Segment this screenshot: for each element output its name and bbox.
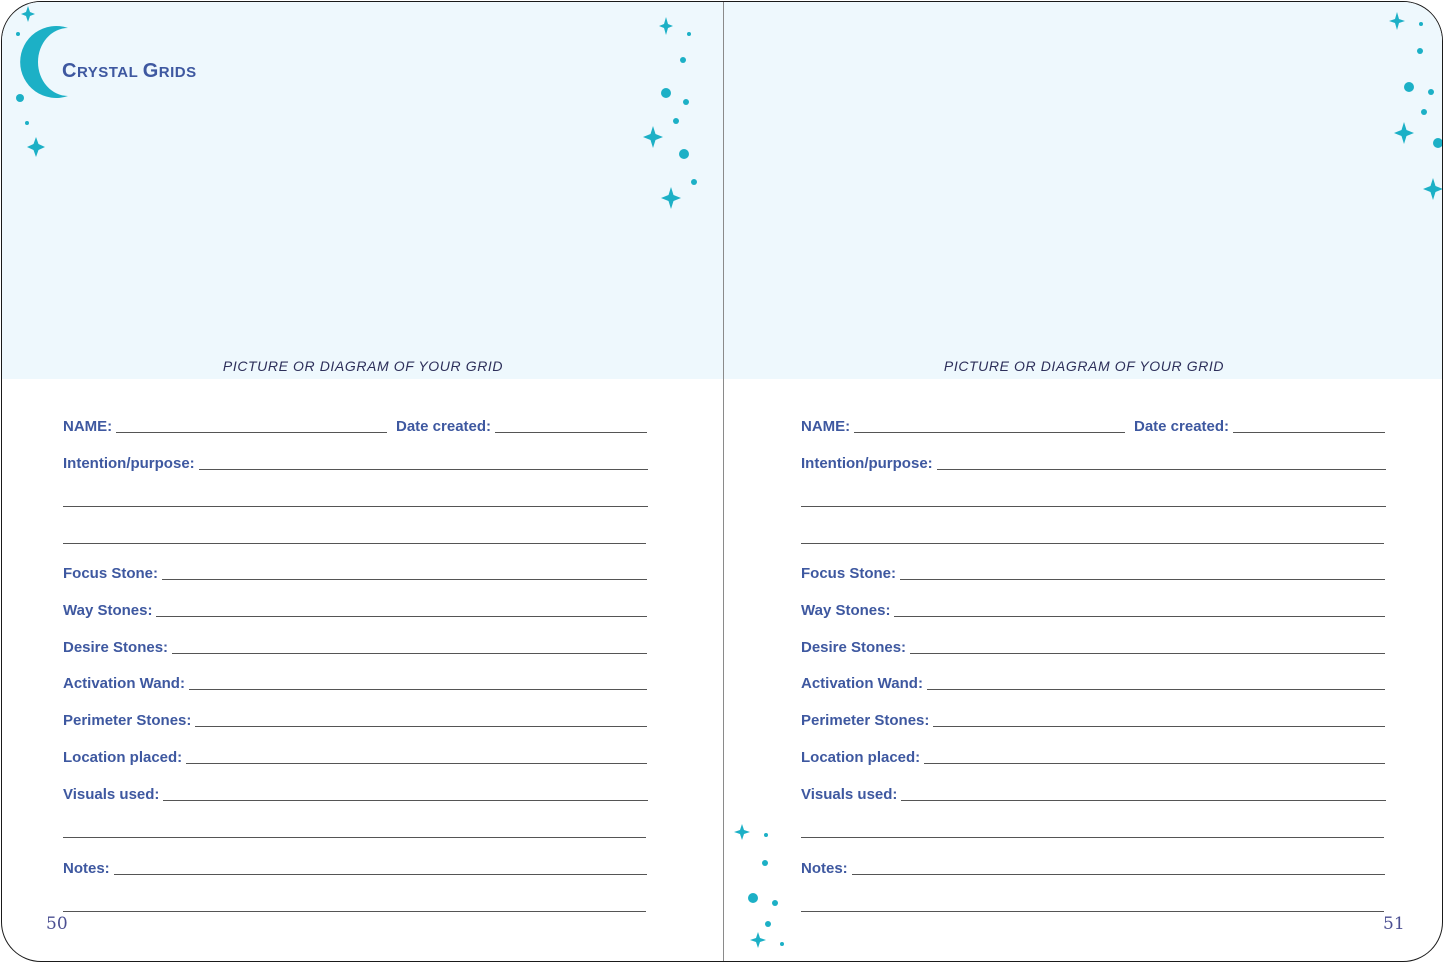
dot-icon (691, 179, 697, 185)
picture-caption: PICTURE OR DIAGRAM OF YOUR GRID (943, 358, 1225, 374)
sparkle-star-icon (734, 824, 750, 840)
way-stones-field[interactable]: Way Stones: (63, 598, 647, 620)
notes-line-2[interactable] (801, 893, 1384, 915)
sparkle-star-icon (27, 137, 45, 157)
date-label: Date created: (396, 418, 492, 435)
desire-stones-field[interactable]: Desire Stones: (63, 635, 647, 657)
dot-icon (780, 942, 784, 946)
sparkle-star-icon (750, 932, 766, 948)
sparkle-star-icon (21, 6, 35, 22)
sparkle-star-icon (1389, 12, 1405, 30)
perimeter-stones-field[interactable]: Perimeter Stones: (801, 708, 1385, 730)
visuals-line-2[interactable] (801, 819, 1384, 841)
activation-wand-field[interactable]: Activation Wand: (801, 671, 1385, 693)
sparkle-star-icon (643, 126, 663, 148)
name-label: NAME: (63, 418, 113, 435)
name-field[interactable] (63, 414, 387, 436)
dot-icon (683, 99, 689, 105)
intention-line-3[interactable] (63, 525, 646, 547)
sparkle-star-icon (1394, 122, 1414, 144)
dot-icon (748, 893, 758, 903)
dot-icon (25, 121, 29, 125)
focus-stone-field[interactable]: Focus Stone: (801, 561, 1385, 583)
date-created-field[interactable]: Date created: (1134, 414, 1385, 436)
intention-line-2[interactable] (63, 488, 648, 510)
notes-field[interactable]: Notes: (63, 856, 647, 878)
dot-icon (16, 32, 20, 36)
dot-icon (765, 921, 771, 927)
visuals-used-field[interactable]: Visuals used: (801, 782, 1386, 804)
intention-label: Intention/purpose: (63, 455, 195, 472)
book-spread (1, 1, 1443, 962)
intention-field[interactable]: Intention/purpose: (801, 451, 1386, 473)
dot-icon (661, 88, 671, 98)
dot-icon (1419, 22, 1423, 26)
dot-icon (687, 32, 691, 36)
notes-line-2[interactable] (63, 893, 646, 915)
dot-icon (679, 149, 689, 159)
dot-icon (16, 94, 24, 102)
page-number-left: 50 (46, 914, 68, 934)
notes-field[interactable]: Notes: (801, 856, 1385, 878)
sparkle-star-icon (1423, 178, 1443, 200)
visuals-used-field[interactable]: Visuals used: (63, 782, 648, 804)
activation-wand-field[interactable]: Activation Wand: (63, 671, 647, 693)
dot-icon (1433, 138, 1443, 148)
dot-icon (1417, 48, 1423, 54)
sparkle-star-icon (661, 187, 681, 209)
sparkle-star-icon (659, 17, 673, 35)
visuals-line-2[interactable] (63, 819, 646, 841)
dot-icon (673, 118, 679, 124)
dot-icon (1404, 82, 1414, 92)
way-stones-field[interactable]: Way Stones: (801, 598, 1385, 620)
name-field[interactable]: NAME: (801, 414, 1125, 436)
dot-icon (1421, 109, 1427, 115)
intention-field[interactable] (63, 451, 648, 473)
picture-caption: PICTURE OR DIAGRAM OF YOUR GRID (222, 358, 504, 374)
dot-icon (764, 833, 768, 837)
desire-stones-field[interactable]: Desire Stones: (801, 635, 1385, 657)
dot-icon (772, 900, 778, 906)
crescent-moon-icon (20, 26, 68, 98)
right-decorations (724, 2, 1443, 962)
section-title: CRYSTAL GRIDS (62, 60, 197, 82)
location-placed-field[interactable]: Location placed: (801, 745, 1385, 767)
dot-icon (680, 57, 686, 63)
date-created-field[interactable] (396, 414, 647, 436)
perimeter-stones-field[interactable]: Perimeter Stones: (63, 708, 647, 730)
dot-icon (762, 860, 768, 866)
dot-icon (1428, 89, 1434, 95)
left-page (2, 2, 724, 961)
page-number-right: 51 (1383, 914, 1405, 934)
focus-stone-field[interactable]: Focus Stone: (63, 561, 647, 583)
right-page (724, 2, 1443, 961)
intention-line-3[interactable] (801, 525, 1384, 547)
location-placed-field[interactable]: Location placed: (63, 745, 647, 767)
intention-line-2[interactable] (801, 488, 1386, 510)
left-decorations (2, 2, 724, 222)
